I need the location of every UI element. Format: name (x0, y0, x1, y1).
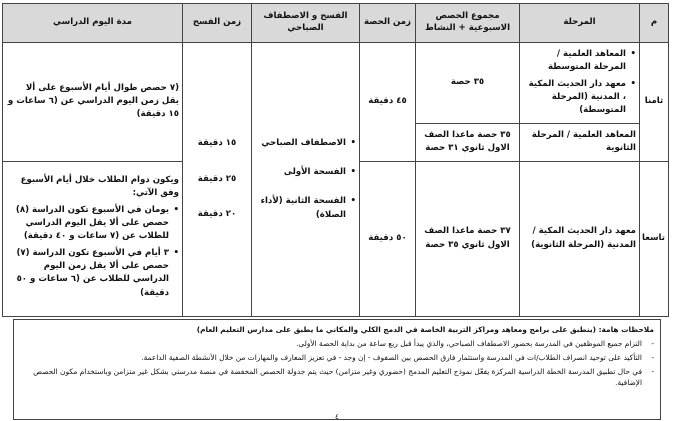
row8-stage-a: • المعاهد العلمية / المرحلة المتوسطة (523, 48, 636, 75)
day-b-item-1: • يومان في الأسبوع تكون الدراسة (٨) حصص على ألا يقل اليوم الدراسي للطلاب عن (٧ ساعات و ٤٠ دقيقة) (6, 204, 179, 244)
row8-breaks (252, 43, 360, 317)
row8-stage-ab (520, 43, 640, 124)
row9-num: تاسعا (640, 161, 669, 316)
header-school-day: مدة اليوم الدراسي (3, 4, 183, 43)
day-b-intro: ويكون دوام الطلاب خلال أيام الأسبوع وفق الآتي: (20, 175, 179, 199)
page-number: ٤ (335, 413, 339, 421)
row8-stage-b: • معهد دار الحديث المكية ، المدنية (المرحلة المتوسطة) (523, 78, 636, 118)
row8-stage-c: المعاهد العلمية / المرحلة الثانوية (520, 123, 640, 161)
note-item-1: - التزام جميع الموظفين في المدرسة بحضور الاصطفاف الصباحي، والذي يبدأ قبل ربع ساعة من بداية الحصة الأولى. (20, 338, 654, 349)
breaks-second: • الفسحة الثانية (لأداء الصلاة) (255, 195, 356, 222)
header-total-sessions: مجموع الحصص الاسبوعية + النشاط (416, 4, 520, 43)
notes-heading: ملاحظات هامة: (ينطبق على برامج ومعاهد ومراكز التربية الخاصة في الدمج الكلي والمكاني ما يطبق على مدارس التعليم العام) (196, 325, 654, 334)
header-session-time: زمن الحصة (360, 4, 416, 43)
breaks-morning: • الاصطفاف الصباحي (255, 137, 356, 150)
header-breaks: الفسح و الاصطفاف الصباحي (252, 4, 360, 43)
header-stage: المرحلة (520, 4, 640, 43)
header-num: م (640, 4, 669, 43)
note-item-3: - في حال تطبيق المدرسة الخطة الدراسية المركزة يفعّل نموذج التعليم المدمج (حضوري وغير متزامن) حيث يتم جدولة الحصص المخفضة في منصة مدرستي بشكل غير متزامن وباستخدام مكون الحصص الإضافية. (20, 366, 654, 388)
notes-box (13, 319, 661, 420)
row8-day-a: (٧ حصص طوال أيام الأسبوع على ألا يقل زمن اليوم الدراسي عن (٦ ساعات و ١٥ دقيقة) (3, 43, 183, 162)
row8-num: ثامنا (640, 43, 669, 162)
break-time-2: ٢٥ دقيقة (197, 173, 237, 184)
header-break-time: زمن الفسح (183, 4, 252, 43)
break-time-3: ٢٠ دقيقة (197, 208, 237, 219)
row8-session-time: ٤٥ دقيقة (360, 43, 416, 162)
row8-day-b (3, 161, 183, 316)
row8-total-b: ٣٥ حصة ماعدا الصف الاول ثانوي ٣١ حصة (416, 123, 520, 161)
row8-total-a: ٣٥ حصة (416, 43, 520, 124)
row8-break-times (183, 43, 252, 317)
table-row (3, 43, 669, 124)
day-b-item-2: • ٣ أيام في الأسبوع تكون الدراسة (٧) حصص على ألا يقل زمن اليوم الدراسي للطلاب عن (٦ ساعات و ٥٠ دقيقة) (6, 247, 179, 300)
row9-stage: معهد دار الحديث المكية / المدنية (المرحلة الثانوية) (520, 161, 640, 316)
break-time-1: ١٥ دقيقة (197, 138, 237, 149)
note-item-2: - التأكيد على توحيد انصراف الطلاب/ات في المدرسة واستثمار فارق الحصص بين الصفوف - إن وجد - في تعزيز المعارف والمهارات من خلال الأنشطة الصفية الداعمة. (20, 352, 654, 363)
schedule-table (2, 3, 669, 317)
row9-session-time: ٥٠ دقيقة (360, 161, 416, 316)
row9-total: ٣٧ حصة ماعدا الصف الاول ثانوي ٣٥ حصة (416, 161, 520, 316)
table-header-row (3, 4, 669, 43)
breaks-first: • الفسحة الأولى (255, 166, 356, 179)
